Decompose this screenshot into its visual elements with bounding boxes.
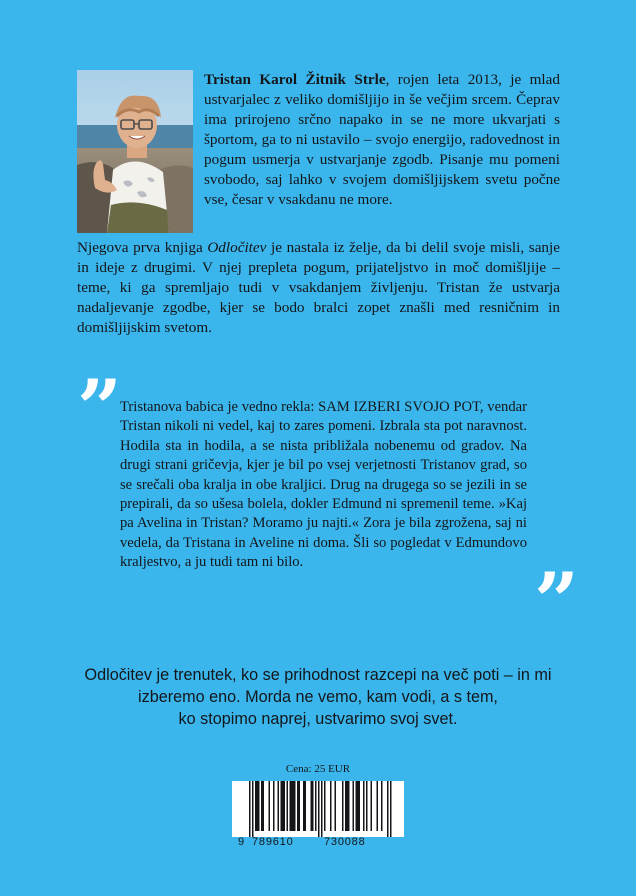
barcode-bar (291, 781, 293, 831)
barcode-bar (249, 781, 251, 837)
barcode-bars (232, 781, 404, 837)
barcode-bar (297, 781, 299, 831)
barcode-bar (263, 781, 265, 831)
barcode-bar (287, 781, 289, 831)
barcode-bar (303, 781, 305, 831)
author-photo (77, 70, 193, 233)
barcode-bar (294, 781, 296, 831)
closing-quote-mark: ” (534, 556, 579, 647)
barcode-bar (278, 781, 280, 831)
author-bio-intro (204, 70, 560, 210)
book-description-rest: je nastala iz želje, da bi delil svoje misli, sanje in ideje z drugimi. V njej prepleta pogum, prijateljstvo in moč domišljije – teme, ki ga spremljajo tudi v vsakdanjem življenju. Tristan že ustvarja nadaljevanje zgodbe, kjer se bodo bralci zopet znašli med resničnim in domišljijskim svetom. (77, 239, 560, 336)
barcode-bar (282, 781, 284, 831)
barcode-bar (261, 781, 263, 831)
barcode-bar (315, 781, 317, 831)
barcode-bar (348, 781, 350, 831)
barcode-bar (335, 781, 337, 831)
barcode-bar (324, 781, 326, 831)
barcode-bar (387, 781, 389, 837)
author-bio-text: , rojen leta 2013, je mlad ustvarjalec z veliko domišljijo in še večjim srcem. Čeprav ima prirojeno srčno napako in se ne more ukvarjati s športom, ga to ni ustavilo – svojo energijo, radovednost in pogum usmerja v ustvarjanje zgodb. Pisanje mu pomeni svobodo, saj lahko v svojem domišljijskem svetu počne vse, česar v vsakdanu ne more. (204, 71, 560, 208)
book-excerpt: Tristanova babica je vedno rekla: SAM IZBERI SVOJO POT, vendar Tristan nikoli ni vedel, kaj to zares pomeni. Izbrala sta pot naravnost. Hodila sta in hodila, a se nista približala nobenemu od gradov. Na drugi strani gričevja, kjer je bil po vsej verjetnosti Tristanov grad, so se srečali oba kralja in obe kraljici. Drug na drugega so se jezili in se prepirali, da so ušesa bolela, dokler Edmund ni spremenil teme. »Kaj pa Avelina in Tristan? Moramo ju najti.« Zora je bila zgrožena, saj ni vedela, da Tristana in Aveline ni doma. Šli so pogledat v Edmundovo kraljestvo, a ju tudi tam ni bilo. (120, 399, 527, 571)
barcode-bar (252, 781, 254, 837)
tagline-line-3: ko stopimo naprej, ustvarimo svoj svet. (178, 710, 458, 728)
barcode-bar (311, 781, 313, 831)
barcode-bar (290, 781, 292, 831)
barcode-bar (356, 781, 358, 831)
barcode-bar (330, 781, 332, 831)
barcode-bar (353, 781, 355, 831)
isbn-first-digit: 9 (238, 836, 245, 848)
barcode-bar (273, 781, 275, 831)
barcode-bar (390, 781, 392, 837)
tagline (60, 664, 576, 730)
price-label: Cena: 25 EUR (285, 763, 351, 775)
isbn-digit-group-1: 789610 (252, 836, 294, 848)
barcode-bar (312, 781, 314, 831)
opening-quote-mark: ” (77, 363, 122, 454)
barcode-bar (318, 781, 320, 837)
author-photo-image (77, 70, 193, 233)
barcode-bar (258, 781, 260, 831)
barcode-bar (345, 781, 347, 831)
barcode-bar (347, 781, 349, 831)
book-title: Odločitev (207, 239, 267, 256)
barcode-bar (366, 781, 368, 831)
barcode-bar (281, 781, 283, 831)
barcode-bar (377, 781, 379, 831)
barcode-bar (284, 781, 286, 831)
barcode-bar (342, 781, 344, 831)
barcode-bar (255, 781, 257, 831)
barcode-bar (359, 781, 361, 831)
tagline-line-2: izberemo eno. Morda ne vemo, kam vodi, a s tem, (138, 688, 498, 706)
author-name: Tristan Karol Žitnik Strle (204, 71, 386, 88)
barcode-bar (257, 781, 259, 831)
isbn-digit-group-2: 730088 (324, 836, 366, 848)
barcode-bar (363, 781, 365, 831)
barcode-bar (269, 781, 271, 831)
book-description-start: Njegova prva knjiga (77, 239, 208, 256)
barcode-bar (371, 781, 373, 831)
barcode-bar (321, 781, 323, 837)
barcode-bar (293, 781, 295, 831)
barcode-bar (381, 781, 383, 831)
barcode-bar (305, 781, 307, 831)
barcode-bar (357, 781, 359, 831)
book-description (77, 238, 560, 338)
tagline-line-1: Odločitev je trenutek, ko se prihodnost razcepi na več poti – in mi (84, 666, 552, 684)
barcode-bar (299, 781, 301, 831)
